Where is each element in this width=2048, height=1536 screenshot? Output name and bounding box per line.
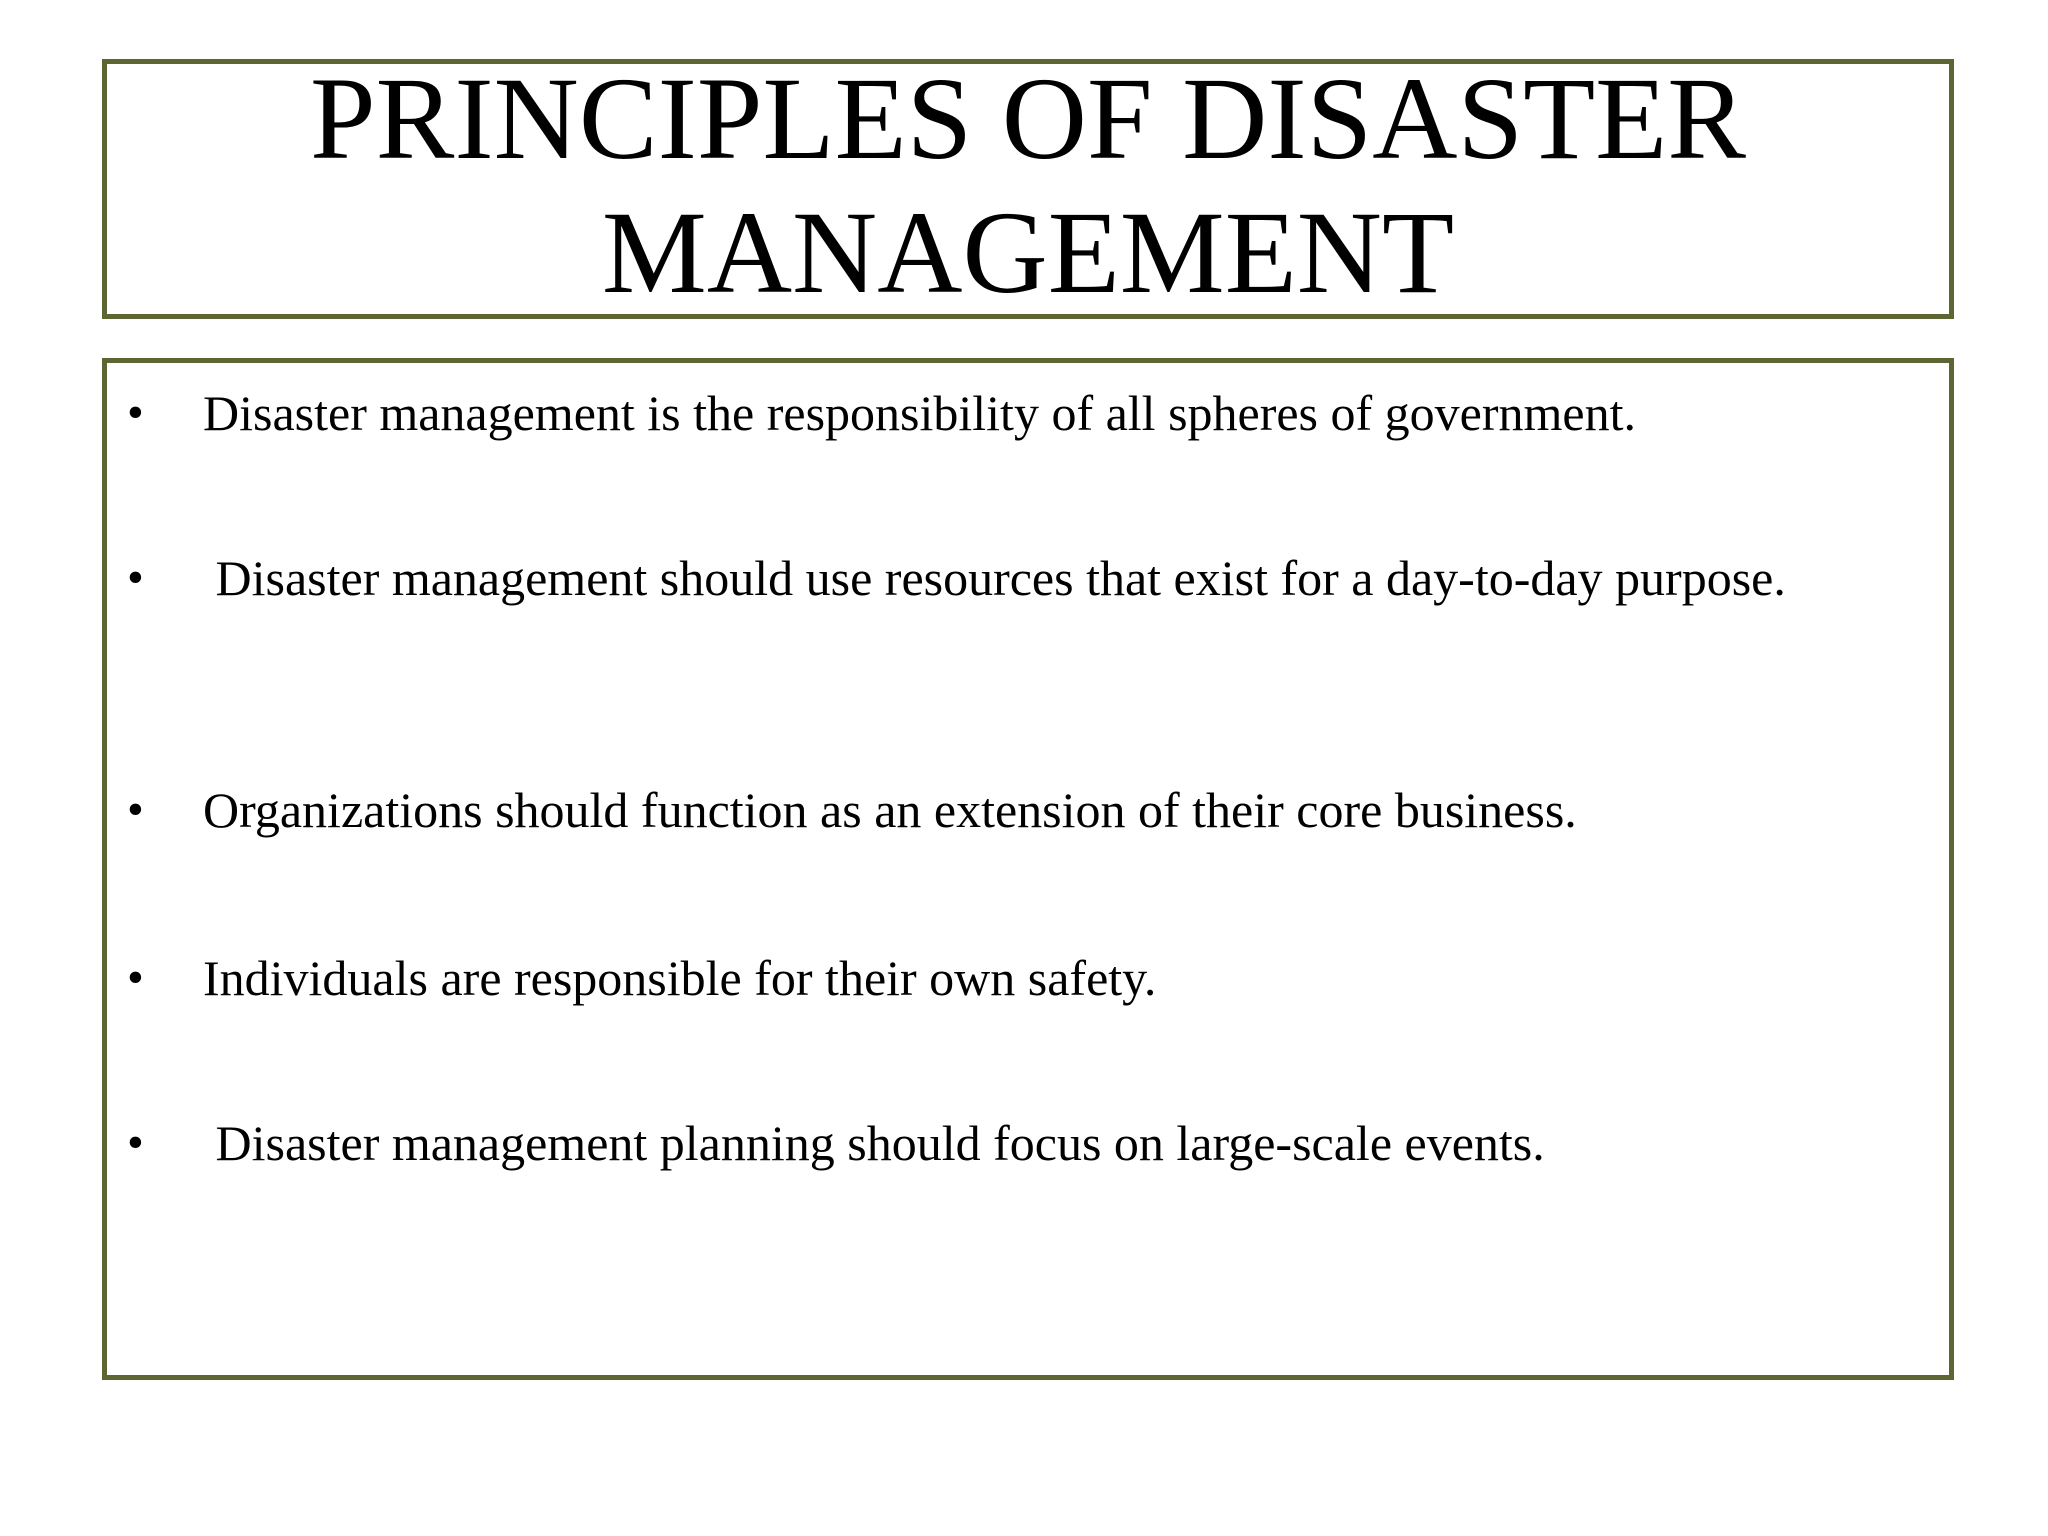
bullet-text: Disaster management planning should focus on large-scale events.	[203, 1115, 1545, 1171]
title-box	[102, 53, 1954, 319]
bullet-text: Disaster management should use resources that exist for a day-to-day purpose.	[203, 550, 1786, 606]
bullet-icon: •	[127, 386, 144, 439]
bullet-icon: •	[127, 783, 144, 836]
bullet-text: Organizations should function as an extension of their core business.	[203, 782, 1577, 838]
bullet-text: Disaster management is the responsibility of all spheres of government.	[203, 385, 1636, 441]
bullet-text: Individuals are responsible for their own safety.	[203, 950, 1157, 1006]
bullet-icon: •	[127, 1116, 144, 1169]
content-box	[102, 358, 1954, 1380]
bullet-icon: •	[127, 551, 144, 604]
slide-title: PRINCIPLES OF DISASTER MANAGEMENT	[310, 53, 1746, 318]
bullet-icon: •	[127, 951, 144, 1004]
